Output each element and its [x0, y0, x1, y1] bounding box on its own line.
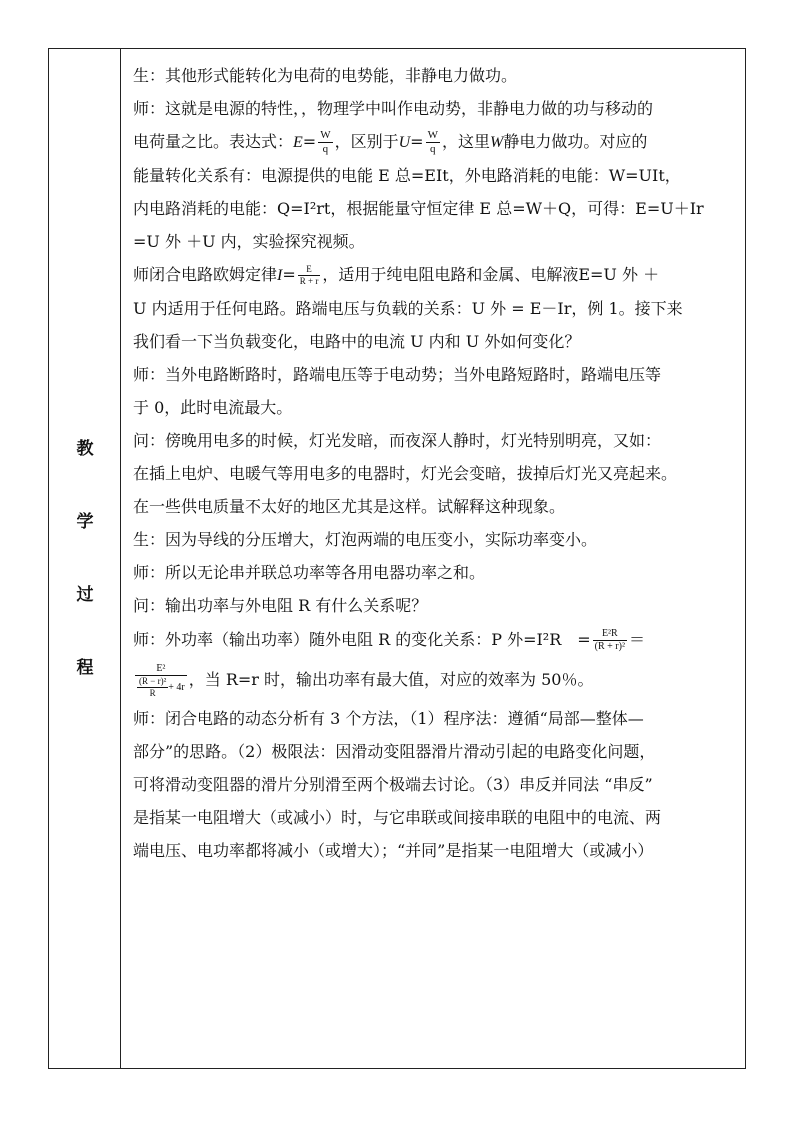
paragraph-line: =U 外 ＋U 内，实验探究视频。	[133, 232, 365, 251]
fraction-power-max: E² $\frac{\text{(R − r)²}}{R}$ + 4r	[135, 663, 187, 699]
paragraph-line: 问：傍晚用电多的时候，灯光发暗，而夜深人静时，灯光特别明亮，又如：	[133, 431, 662, 450]
paragraph-line: 是指某一电阻增大（或减小）时，与它串联或间接串联的电阻中的电流、两	[133, 808, 662, 827]
paragraph-line: 在一些供电质量不太好的地区尤其是这样。试解释这种现象。	[133, 497, 566, 516]
paragraph-line: 师：闭合电路的动态分析有 3 个方法，（1）程序法：遵循“局部—整体—	[133, 709, 644, 728]
paragraph-line: 师：当外电路断路时，路端电压等于电动势；当外电路短路时，路端电压等	[133, 365, 662, 384]
paragraph-line: 能量转化关系有：电源提供的电能 E 总=EIt，外电路消耗的电能：W=UIt，	[133, 166, 681, 185]
paragraph-line: 端电压、电功率都将减小（或增大）；“并同”是指某一电阻增大（或减小）	[133, 841, 654, 860]
paragraph-line: 生：其他形式能转化为电荷的电势能，非静电力做功。	[133, 66, 518, 85]
fraction-power-output: $\frac{\text{E²R}}{\text{(R + r)²}}$	[594, 628, 625, 652]
paragraph-line: 可将滑动变阻器的滑片分别滑至两个极端去讨论。（3）串反并同法 “串反”	[133, 775, 653, 794]
formula-line: E² $\frac{\text{(R − r)²}}{R}$ + 4r ，当 R=r 时，输出功率有最大值，对应的效率为 50％。	[133, 658, 739, 702]
paragraph-line: 在插上电炉、电暖气等用电多的电器时，灯光会变暗，拔掉后灯光又亮起来。	[133, 464, 678, 483]
fraction-w-over-q: $\frac{W}{q}$	[320, 129, 331, 155]
paragraph-line: 于 0，此时电流最大。	[133, 398, 293, 417]
formula-line: 电荷量之比。表达式：E= $\frac{W}{q}$ ，区别于U= $\frac{W}{q}$ ，这里W静电力做功。对应的	[133, 129, 648, 155]
paragraph-line: 我们看一下当负载变化，电路中的电流 U 内和 U 外如何变化？	[133, 332, 581, 351]
fraction-ohm-law: $\frac{E}{R + r}$	[299, 264, 319, 286]
lesson-content	[133, 59, 739, 867]
paragraph-line: 内电路消耗的电能：Q=I²rt，根据能量守恒定律 E 总=W＋Q，可得：E=U＋Ir	[133, 199, 704, 218]
formula-line: 师：外功率（输出功率）随外电阻 R 的变化关系：P 外=I²R = $\frac{\text{E²R}}{\text{(R + r)²}}$ ＝	[133, 628, 645, 652]
paragraph-line: U 内适用于任何电路。路端电压与负载的关系：U 外 = E－Ir，例 1。接下来	[133, 299, 683, 318]
side-label-char: 过	[76, 585, 94, 605]
paragraph-line: 师：这就是电源的特性，，物理学中叫作电动势，非静电力做的功与移动的	[133, 99, 654, 118]
side-label-column	[49, 49, 121, 1068]
paragraph-line: 生：因为导线的分压增大，灯泡两端的电压变小，实际功率变小。	[133, 530, 598, 549]
side-label-char: 学	[76, 512, 94, 532]
paragraph-line: 问：输出功率与外电阻 R 有什么关系呢？	[133, 596, 428, 615]
fraction-w-over-q: $\frac{W}{q}$	[427, 129, 438, 155]
formula-line: 师闭合电路欧姆定律I= $\frac{E}{R + r}$ ，适用于纯电阻电路和金属、电解液E=U 外 ＋	[133, 264, 660, 286]
paragraph-line: 师：所以无论串并联总功率等各用电器功率之和。	[133, 563, 486, 582]
side-label-char: 教	[76, 439, 94, 459]
side-label-char: 程	[76, 658, 94, 678]
fraction-inner: $\frac{\text{(R − r)²}}{R}$	[139, 675, 167, 698]
lesson-table	[48, 48, 746, 1069]
paragraph-line: 部分”的思路。（2）极限法：因滑动变阻器滑片滑动引起的电路变化问题，	[133, 742, 656, 761]
